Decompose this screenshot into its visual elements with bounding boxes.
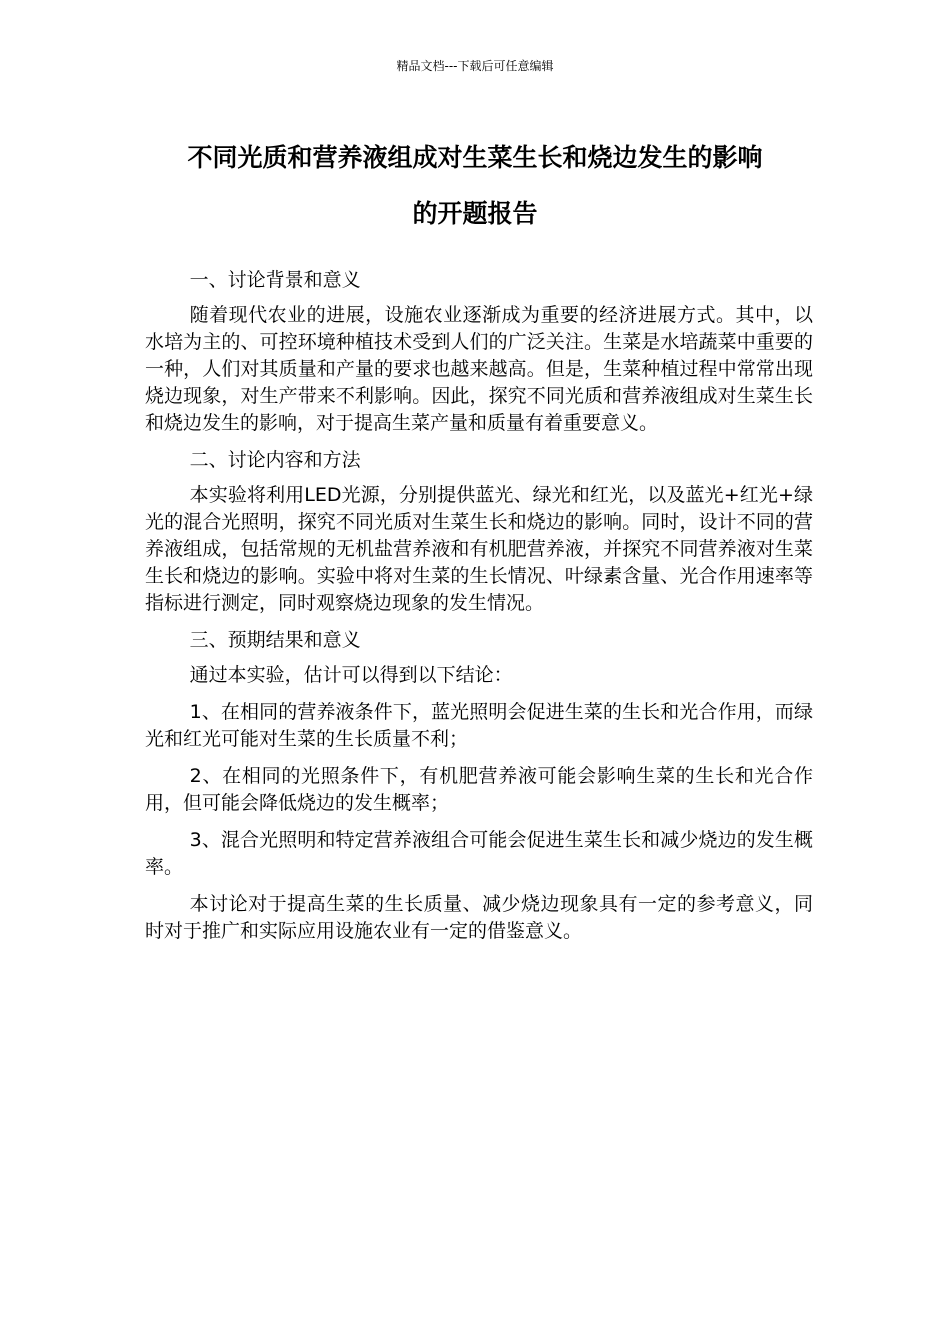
- document-title: [140, 130, 810, 242]
- section-2-heading: 二、讨论内容和方法: [189, 449, 361, 471]
- title-line-1: 不同光质和营养液组成对生菜生长和烧边发生的影响: [187, 143, 763, 172]
- closing-paragraph: 本讨论对于提高生菜的生长质量、减少烧边现象具有一定的参考意义，同时对于推广和实际应用设施农业有一定的借鉴意义。: [145, 893, 813, 942]
- title-line-2: 的开题报告: [412, 199, 538, 228]
- conclusion-1: 1、在相同的营养液条件下，蓝光照明会促进生菜的生长和光合作用，而绿光和红光可能对生菜的生长质量不利；: [145, 701, 813, 750]
- section-1-heading: 一、讨论背景和意义: [189, 269, 361, 291]
- conclusion-2: 2、在相同的光照条件下，有机肥营养液可能会影响生菜的生长和光合作用，但可能会降低烧边的发生概率；: [145, 765, 813, 814]
- section-3-heading: 三、预期结果和意义: [189, 629, 361, 651]
- document-body: [145, 267, 813, 955]
- section-3-intro: 通过本实验，估计可以得到以下结论：: [189, 664, 513, 686]
- conclusion-3: 3、混合光照明和特定营养液组合可能会促进生菜生长和减少烧边的发生概率。: [145, 829, 813, 878]
- section-2-body: 本实验将利用LED光源，分别提供蓝光、绿光和红光，以及蓝光+红光+绿光的混合光照明，探究不同光质对生菜生长和烧边的影响。同时，设计不同的营养液组成，包括常规的无机盐营养液和有机肥营养液，并探究不同营养液对生菜生长和烧边的影响。实验中将对生菜的生长情况、叶绿素含量、光合作用速率等指标进行测定，同时观察烧边现象的发生情况。: [145, 484, 813, 614]
- section-1-body: 随着现代农业的进展，设施农业逐渐成为重要的经济进展方式。其中，以水培为主的、可控环境种植技术受到人们的广泛关注。生菜是水培蔬菜中重要的一种，人们对其质量和产量的要求也越来越高。但是，生菜种植过程中常常出现烧边现象，对生产带来不利影响。因此，探究不同光质和营养液组成对生菜生长和烧边发生的影响，对于提高生菜产量和质量有着重要意义。: [145, 304, 813, 434]
- page-header-note: 精品文档---下载后可任意编辑: [396, 59, 554, 73]
